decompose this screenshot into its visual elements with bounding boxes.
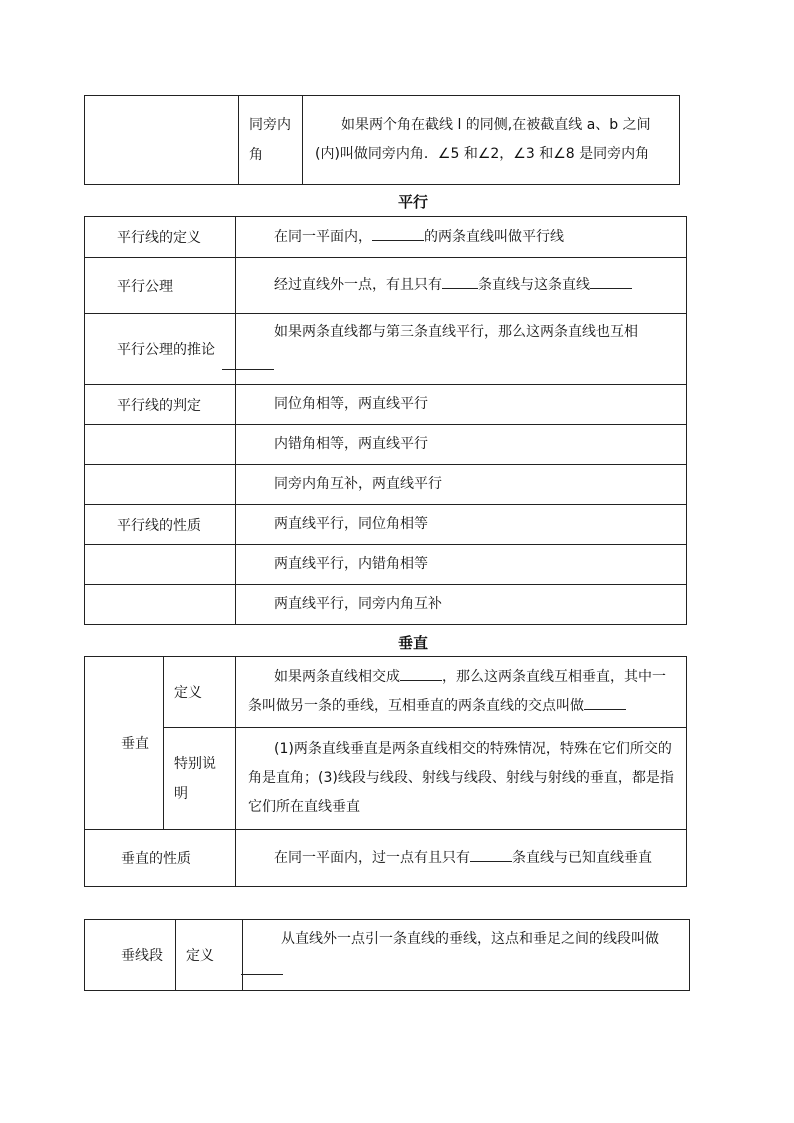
table-top <box>84 95 680 185</box>
fill-blank <box>372 226 424 241</box>
row-label: 平行公理的推论 <box>85 314 236 385</box>
content-text: ，那么这两条直线互相垂直，其中一条叫做另一条的垂线，互相垂直的两条直线的交点叫做 <box>248 669 666 714</box>
table-perpendicular <box>84 656 687 887</box>
row-label-definition: 定义 <box>176 920 243 991</box>
table-row <box>85 505 687 545</box>
table-row <box>85 585 687 625</box>
row-label: 垂直的性质 <box>85 830 236 887</box>
table-row <box>85 385 687 425</box>
row-content: (1)两条直线垂直是两条直线相交的特殊情况，特殊在它们所交的角是直角；(3)线段与线段、射线与线段、射线与射线的垂直，都是指它们所在直线垂直 <box>236 728 687 830</box>
row-label-same-side-interior-angles <box>239 96 303 185</box>
row-label: 平行公理 <box>85 258 236 314</box>
table-row <box>85 258 687 314</box>
row-label <box>85 425 236 465</box>
content-text: 条直线与这条直线 <box>478 277 590 293</box>
content-text: 在同一平面内，过一点有且只有 <box>274 849 470 866</box>
row-label <box>85 465 236 505</box>
fill-blank <box>241 960 283 975</box>
row-label <box>85 545 236 585</box>
row-label <box>85 585 236 625</box>
row-content <box>236 657 687 728</box>
table-row <box>85 920 690 991</box>
table-row <box>85 657 687 728</box>
empty-cell <box>85 96 239 185</box>
table-row <box>85 830 687 887</box>
content-text: 条直线与已知直线垂直 <box>512 849 652 866</box>
content-text: 从直线外一点引一条直线的垂线，这点和垂足之间的线段叫做 <box>281 931 659 947</box>
row-content: 两直线平行，同旁内角互补 <box>236 585 687 625</box>
content-text: 经过直线外一点，有且只有 <box>274 277 442 293</box>
fill-blank <box>470 847 512 862</box>
content-text: 的两条直线叫做平行线 <box>424 228 564 245</box>
row-content: 内错角相等，两直线平行 <box>236 425 687 465</box>
row-content <box>236 258 687 314</box>
fill-blank <box>590 274 632 289</box>
content-text: 如果两条直线都与第三条直线平行，那么这两条直线也互相 <box>274 324 638 340</box>
label-text: 同旁内角 <box>249 117 291 163</box>
table-row <box>85 545 687 585</box>
section-heading-perpendicular: 垂直 <box>397 634 428 652</box>
table-row <box>85 425 687 465</box>
content-text: 在同一平面内， <box>274 228 372 245</box>
table-parallel <box>84 216 687 625</box>
fill-blank <box>222 355 274 370</box>
row-content <box>303 96 680 185</box>
row-label: 平行线的定义 <box>85 217 236 258</box>
row-label: 平行线的判定 <box>85 385 236 425</box>
row-content <box>243 920 690 991</box>
table-row <box>85 96 680 185</box>
label-text: 特别说明 <box>174 755 216 802</box>
row-content <box>236 217 687 258</box>
content-text: 如果两条直线相交成 <box>274 669 400 685</box>
section-heading-parallel: 平行 <box>397 193 428 211</box>
row-content: 两直线平行，同位角相等 <box>236 505 687 545</box>
row-label-special-note <box>164 728 236 830</box>
row-label-definition: 定义 <box>164 657 236 728</box>
table-row <box>85 314 687 385</box>
row-content <box>236 314 687 385</box>
table-row <box>85 465 687 505</box>
row-content <box>236 830 687 887</box>
table-row <box>85 728 687 830</box>
row-content: 同位角相等，两直线平行 <box>236 385 687 425</box>
fill-blank <box>584 695 626 710</box>
table-perpendicular-segment <box>84 919 690 991</box>
fill-blank <box>400 666 442 681</box>
fill-blank <box>442 274 478 289</box>
row-content: 两直线平行，内错角相等 <box>236 545 687 585</box>
group-label-perpendicular: 垂直 <box>85 657 164 830</box>
table-row <box>85 217 687 258</box>
row-content: 同旁内角互补，两直线平行 <box>236 465 687 505</box>
row-label: 平行线的性质 <box>85 505 236 545</box>
content-text: 如果两个角在截线 l 的同侧,在被截直线 a、b 之间(内)叫做同旁内角．∠5 和∠2，∠3 和∠8 是同旁内角 <box>315 117 651 162</box>
row-label-perpendicular-segment: 垂线段 <box>85 920 176 991</box>
